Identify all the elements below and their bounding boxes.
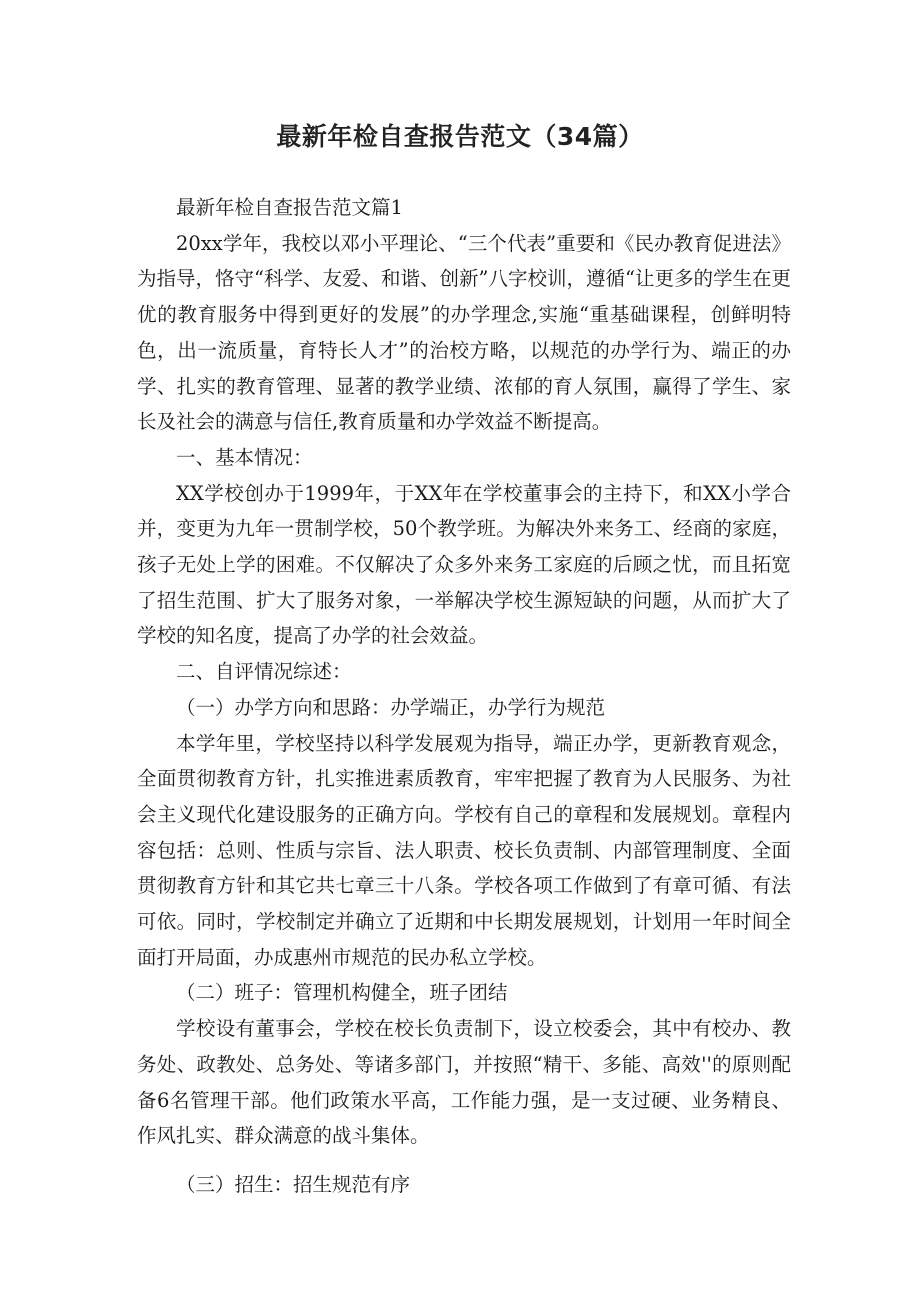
body-paragraph: XX学校创办于1999年，于XX年在学校董事会的主持下，和XX小学合并，变更为九年一贯制学校，50个教学班。为解决外来务工、经商的家庭，孩子无处上学的困难。不仅解决了众多外来务工家庭的后顾之忧，而且拓宽了招生范围、扩大了服务对象，一举解决学校生源短缺的问题，从而扩大了学校的知名度，提高了办学的社会效益。	[137, 481, 791, 648]
document-body	[137, 190, 791, 1203]
subsection-heading: （三）招生：招生规范有序	[176, 1172, 411, 1196]
section-heading: 二、自评情况综述：	[176, 660, 352, 684]
body-paragraph: 本学年里，学校坚持以科学发展观为指导，端正办学，更新教育观念，全面贯彻教育方针，扎实推进素质教育，牢牢把握了教育为人民服务、为社会主义现代化建设服务的正确方向。学校有自己的章程和发展规划。章程内容包括：总则、性质与宗旨、法人职责、校长负责制、内部管理制度、全面贯彻教育方针和其它共七章三十八条。学校各项工作做到了有章可循、有法可依。同时，学校制定并确立了近期和中长期发展规划，计划用一年时间全面打开局面，办成惠州市规范的民办私立学校。	[137, 731, 791, 969]
section-heading: 最新年检自查报告范文篇1	[176, 196, 403, 219]
document-title: 最新年检自查报告范文（34篇）	[276, 122, 644, 151]
subsection-heading: （一）办学方向和思路：办学端正，办学行为规范	[176, 695, 606, 719]
body-paragraph: 学校设有董事会，学校在校长负责制下，设立校委会，其中有校办、教务处、政教处、总务处、等诸多部门，并按照“精干、多能、高效''的原则配备6名管理干部。他们政策水平高，工作能力强，是一支过硬、业务精良、作风扎实、群众满意的战斗集体。	[137, 1017, 791, 1148]
subsection-heading: （二）班子：管理机构健全，班子团结	[176, 981, 508, 1005]
section-heading: 一、基本情况：	[176, 445, 313, 469]
body-paragraph: 20xx学年，我校以邓小平理论、“三个代表”重要和《民办教育促进法》为指导，恪守“科学、友爱、和谐、创新”八字校训，遵循“让更多的学生在更优的教育服务中得到更好的发展”的办学理念,实施“重基础课程，创鲜明特色，出一流质量，育特长人才”的治校方略，以规范的办学行为、端正的办学、扎实的教育管理、显著的教学业绩、浓郁的育人氛围，赢得了学生、家长及社会的满意与信任,教育质量和办学效益不断提高。	[137, 231, 791, 434]
